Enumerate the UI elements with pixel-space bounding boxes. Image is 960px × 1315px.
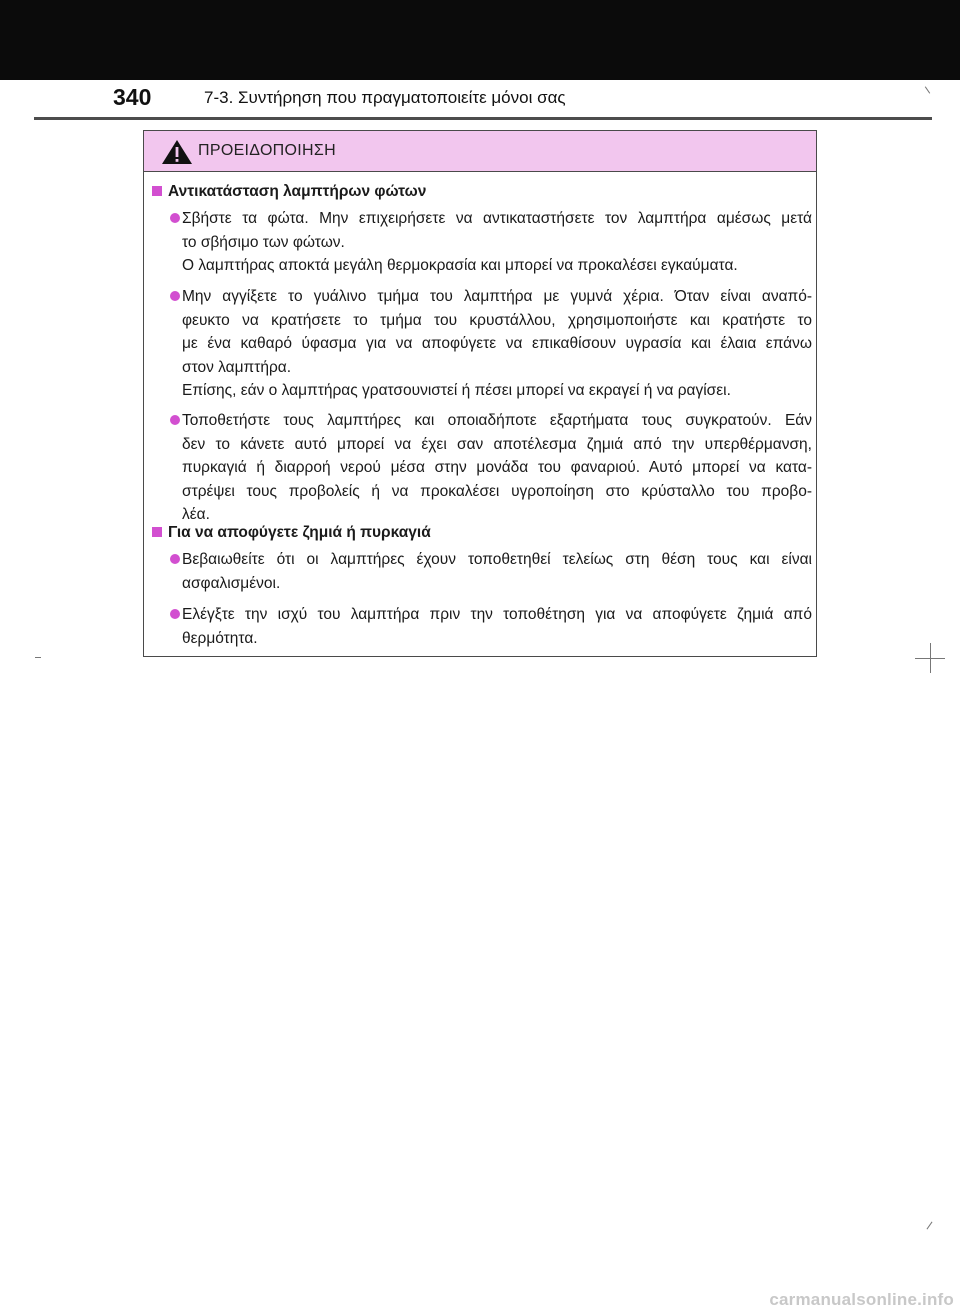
section-heading-bulb-replacement (152, 180, 426, 204)
text-line: φευκτο να κρατήσετε το τμήμα του κρυστάλλου, χρησιμοποιήστε και κρατήστε το (182, 311, 812, 329)
warning-header (144, 131, 816, 172)
text-line: ασφαλισμένοι. (182, 574, 281, 592)
text-line: Ελέγξτε την ισχύ του λαμπτήρα πριν την τοποθέτηση για να αποφύγετε ζημιά από (182, 606, 812, 623)
header-divider (34, 117, 932, 120)
text-line: Μην αγγίξετε το γυάλινο τμήμα του λαμπτήρα με γυμνά χέρια. Όταν είναι αναπό- (182, 288, 812, 305)
text-line: Βεβαιωθείτε ότι οι λαμπτήρες έχουν τοποθετηθεί τελείως στη θέση τους και είναι (182, 551, 812, 568)
section-title: 7-3. Συντήρηση που πραγματοποιείτε μόνοι σας (204, 88, 566, 107)
text-line: Ο λαμπτήρας αποκτά μεγάλη θερμοκρασία και μπορεί να προκαλέσει εγκαύματα. (182, 257, 738, 275)
warning-title: ΠΡΟΕΙΔΟΠΟΙΗΣΗ (198, 142, 336, 159)
text-line: στον λαμπτήρα. (182, 358, 292, 376)
section-heading-text: Αντικατάσταση λαμπτήρων φώτων (168, 183, 427, 200)
crop-mark (35, 657, 41, 658)
top-black-bar (0, 0, 960, 80)
section-heading-text: Για να αποφύγετε ζημιά ή πυρκαγιά (168, 524, 431, 541)
text-line: Τοποθετήστε τους λαμπτήρες και οποιαδήποτε εξαρτήματα τους συγκρατούν. Εάν (182, 412, 812, 429)
warning-triangle-icon (161, 139, 193, 165)
square-bullet-icon (152, 186, 162, 196)
text-line: Σβήστε τα φώτα. Μην επιχειρήσετε να αντικαταστήσετε τον λαμπτήρα αμέσως μετά (182, 210, 812, 227)
bullet-dot-icon (170, 415, 180, 425)
text-line: με ένα καθαρό ύφασμα για να αποφύγετε να επικαθίσουν υγρασία και έλαια επάνω (182, 335, 812, 353)
bullet-dot-icon (170, 609, 180, 619)
text-line: πυρκαγιά ή διαρροή νερού μέσα στην μονάδα του φαναριού. Αυτό μπορεί να κατα- (182, 459, 812, 477)
text-line: λέα. (182, 506, 210, 524)
square-bullet-icon (152, 527, 162, 537)
text-line: το σβήσιμο των φώτων. (182, 233, 345, 251)
bullet-dot-icon (170, 554, 180, 564)
page-number: 340 (113, 84, 152, 110)
text-line: στρέψει τους προβολείς ή να προκαλέσει υγροποίηση στο κρύσταλλο του προβο- (182, 482, 812, 500)
bullet-dot-icon (170, 213, 180, 223)
text-line: δεν το κάνετε αυτό μπορεί να έχει σαν αποτέλεσμα ζημιά από την υπερθέρμανση, (182, 435, 812, 453)
page-header (0, 80, 960, 118)
text-line: Επίσης, εάν ο λαμπτήρας γρατσουνιστεί ή πέσει μπορεί να εκραγεί ή να ραγίσει. (182, 382, 731, 400)
watermark: carmanualsonline.info (769, 1290, 954, 1309)
bullet-dot-icon (170, 291, 180, 301)
crop-mark (927, 1222, 933, 1230)
section-heading-fire-prevention (152, 521, 431, 545)
warning-box (143, 130, 817, 657)
crop-mark (915, 658, 945, 659)
text-line: θερμότητα. (182, 629, 258, 647)
